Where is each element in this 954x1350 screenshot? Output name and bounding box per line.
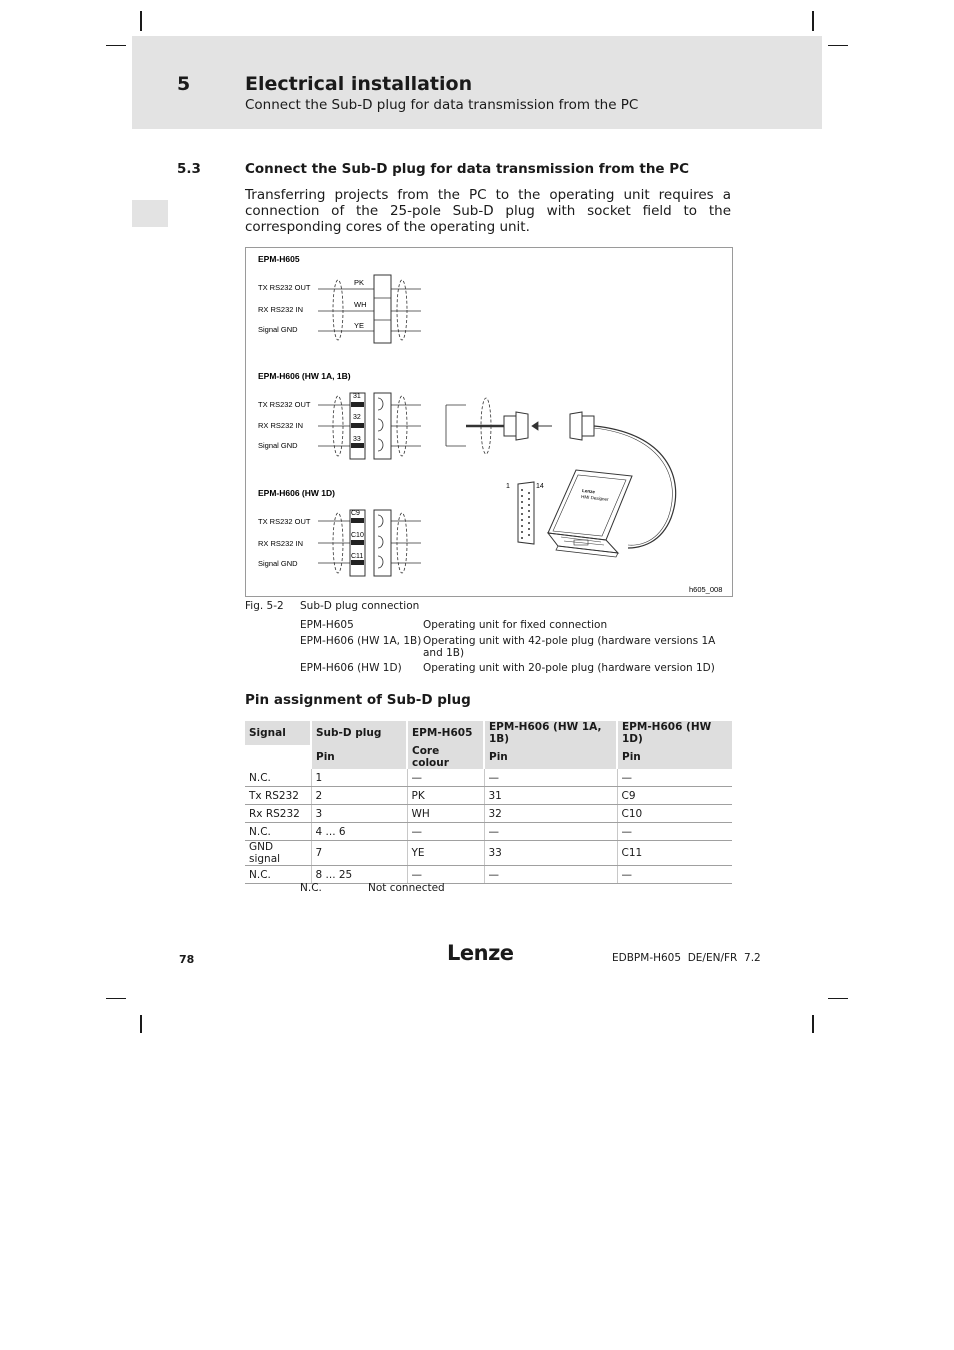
table-row [245, 769, 732, 787]
side-tab-marker [132, 200, 168, 227]
plug-pin-last: 14 [536, 483, 544, 490]
block1-terminal-ye: YE [354, 321, 365, 330]
pin-table-heading: Pin assignment of Sub-D plug [245, 692, 471, 708]
table-row [245, 787, 732, 805]
chapter-title: Electrical installation [245, 73, 473, 95]
cell: Rx RS232 [245, 805, 311, 823]
cell: YE [407, 841, 484, 866]
wiring-diagram-figure [245, 247, 733, 597]
legend-term: EPM-H606 (HW 1A, 1B) [300, 635, 422, 647]
block1-signal-rx: RX RS232 IN [258, 305, 304, 314]
cell: N.C. [245, 769, 311, 787]
cell: N.C. [245, 823, 311, 841]
col-header-signal: Signal [245, 721, 311, 745]
table-header-row [245, 721, 732, 745]
block2-terminal-33: 33 [353, 436, 361, 443]
block1-terminal-wh: WH [354, 300, 367, 309]
chapter-subtitle: Connect the Sub-D plug for data transmission from the PC [245, 97, 639, 113]
crop-mark [828, 45, 848, 46]
laptop-screen-text: HMI Designer [580, 494, 609, 502]
cell: — [407, 866, 484, 884]
cell: GND signal [245, 841, 311, 866]
cell: — [407, 769, 484, 787]
block3-signal-tx: TX RS232 OUT [258, 517, 311, 526]
block3-signal-gnd: Signal GND [258, 559, 298, 568]
cell: 2 [311, 787, 407, 805]
figure-id: h605_008 [689, 585, 723, 594]
cell: — [617, 823, 732, 841]
col-header-subd: Sub-D plug [311, 721, 407, 745]
block1-terminal-pk: PK [354, 278, 365, 287]
crop-mark [828, 998, 848, 999]
figure-caption-number: Fig. 5-2 [245, 600, 284, 612]
cell: 3 [311, 805, 407, 823]
col-header-h605: EPM-H605 [407, 721, 484, 745]
laptop-brand: Lenze [581, 488, 596, 495]
chapter-number: 5 [177, 73, 191, 95]
subheader-core-colour: Core colour [407, 745, 484, 769]
block3-signal-rx: RX RS232 IN [258, 539, 304, 548]
cell: — [407, 823, 484, 841]
legend-term: EPM-H606 (HW 1D) [300, 662, 402, 674]
block1-title: EPM-H605 [258, 254, 300, 264]
legend-desc: Operating unit with 42-pole plug (hardware versions 1A and 1B) [423, 635, 716, 659]
crop-mark [140, 11, 142, 31]
cell: 32 [484, 805, 617, 823]
block1-signal-tx: TX RS232 OUT [258, 283, 311, 292]
figure-caption-text: Sub-D plug connection [300, 600, 420, 612]
terminal-c9-mark [351, 518, 364, 523]
cell: — [617, 866, 732, 884]
block2-signal-rx: RX RS232 IN [258, 421, 304, 430]
pin-assignment-table [245, 721, 732, 884]
cell: 31 [484, 787, 617, 805]
cell: C10 [617, 805, 732, 823]
cell: 4 ... 6 [311, 823, 407, 841]
section-intro: Transferring projects from the PC to the operating unit requires a connection of the 25-pole Sub-D plug with socket field to the corresponding cores of the operating unit. [245, 187, 731, 235]
page-number: 78 [179, 953, 195, 966]
table-row [245, 823, 732, 841]
block3-terminal-c10: C10 [351, 532, 364, 539]
terminal-c10-mark [351, 540, 364, 545]
cell: — [484, 769, 617, 787]
col-header-h606-1a1b: EPM-H606 (HW 1A, 1B) [484, 721, 617, 745]
crop-mark [106, 45, 126, 46]
block3-title: EPM-H606 (HW 1D) [258, 488, 335, 498]
subheader-pin: Pin [311, 745, 407, 769]
cell: N.C. [245, 866, 311, 884]
crop-mark [106, 998, 126, 999]
legend-term: EPM-H605 [300, 619, 354, 631]
block1-signal-gnd: Signal GND [258, 325, 298, 334]
table-row [245, 841, 732, 866]
cell: C9 [617, 787, 732, 805]
cell: PK [407, 787, 484, 805]
subheader-pin: Pin [617, 745, 732, 769]
subheader-pin: Pin [484, 745, 617, 769]
block3-terminal-c9: C9 [351, 510, 360, 517]
cell: 8 ... 25 [311, 866, 407, 884]
crop-mark [140, 1015, 142, 1033]
cell: WH [407, 805, 484, 823]
chapter-header-band [132, 36, 822, 129]
lenze-logo: Lenze [447, 941, 514, 965]
cell: 7 [311, 841, 407, 866]
plug-pin-first: 1 [506, 483, 510, 490]
terminal-33-mark [351, 443, 364, 448]
footnote-desc: Not connected [368, 882, 445, 894]
section-title: Connect the Sub-D plug for data transmission from the PC [245, 161, 690, 177]
cell: Tx RS232 [245, 787, 311, 805]
document-id: EDBPM-H605 DE/EN/FR 7.2 [612, 952, 761, 964]
block2-signal-tx: TX RS232 OUT [258, 400, 311, 409]
crop-mark [812, 1015, 814, 1033]
block2-title: EPM-H606 (HW 1A, 1B) [258, 371, 351, 381]
cell: C11 [617, 841, 732, 866]
table-subheader-row [245, 745, 732, 769]
block2-terminal-31: 31 [353, 393, 361, 400]
section-number: 5.3 [177, 161, 201, 177]
col-header-h606-1d: EPM-H606 (HW 1D) [617, 721, 732, 745]
block2-terminal-32: 32 [353, 414, 361, 421]
footnote-term: N.C. [300, 882, 322, 894]
cell: 33 [484, 841, 617, 866]
block2-signal-gnd: Signal GND [258, 441, 298, 450]
wiring-diagram [246, 248, 732, 596]
subheader-blank [245, 745, 311, 769]
cell: 1 [311, 769, 407, 787]
table-row [245, 866, 732, 884]
terminal-32-mark [351, 423, 364, 428]
legend-desc: Operating unit with 20-pole plug (hardware version 1D) [423, 662, 715, 674]
terminal-31-mark [351, 402, 364, 407]
cell: — [484, 823, 617, 841]
cell: — [617, 769, 732, 787]
block3-terminal-c11: C11 [351, 553, 364, 560]
crop-mark [812, 11, 814, 31]
terminal-c11-mark [351, 560, 364, 565]
cell: — [484, 866, 617, 884]
legend-desc: Operating unit for fixed connection [423, 619, 608, 631]
table-row [245, 805, 732, 823]
